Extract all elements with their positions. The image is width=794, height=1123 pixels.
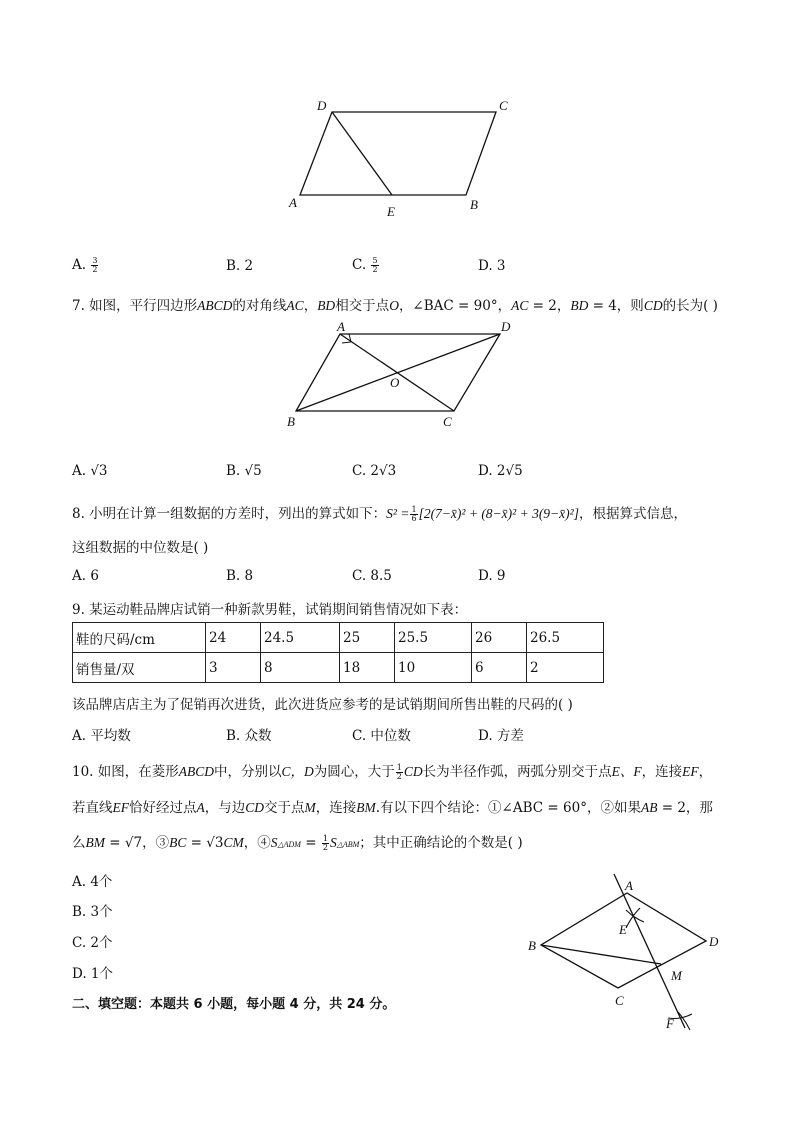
q10-math: A: [196, 800, 205, 815]
q10-text: ；其中正确结论的个数是( ): [359, 835, 523, 851]
table-cell: 24.5: [261, 623, 340, 653]
q7-math: BD: [570, 298, 589, 313]
q10-math: CM: [223, 835, 244, 850]
q7-option-a[interactable]: A. √3: [72, 463, 108, 479]
q7-math: O: [389, 298, 399, 313]
q7-math: BD: [317, 298, 336, 313]
table-cell: 26: [472, 623, 527, 653]
q7-math: ABCD: [197, 298, 233, 313]
q8-text: 8. 小明在计算一组数据的方差时，列出的算式如下：: [72, 506, 387, 522]
q7-stem: [72, 294, 718, 314]
frac-num: 5: [372, 256, 378, 265]
table-cell: 25: [340, 623, 395, 653]
q6-option-c-label: C.: [352, 257, 367, 273]
q10-math: EF: [682, 764, 699, 779]
q9-option-a[interactable]: A. 平均数: [72, 728, 131, 744]
q8-formula-s: S² =: [386, 506, 410, 521]
q7-math: CD: [643, 298, 663, 313]
q10-math: CD: [245, 800, 265, 815]
q10-text: = √3: [186, 835, 224, 851]
table-row: [73, 653, 604, 683]
q6-option-c[interactable]: [352, 257, 380, 274]
table-cell: 25.5: [395, 623, 472, 653]
q6-option-a-fraction: [91, 257, 98, 274]
q10-math: S: [270, 835, 278, 850]
table-cell: 10: [395, 653, 472, 683]
label-c: C: [443, 414, 452, 429]
figure-parallelogram-abcd-e: [280, 92, 520, 222]
q7-text: = 2，: [528, 298, 571, 314]
label-a: A: [625, 878, 633, 893]
q7-option-c[interactable]: C. 2√3: [352, 463, 397, 479]
label-d: D: [709, 934, 719, 949]
q10-text: = 2，那: [657, 800, 713, 816]
q10-math: BC: [169, 835, 187, 850]
q8-text: ，根据算式信息，: [578, 506, 687, 522]
q10-text: ，④: [243, 835, 271, 851]
label-b: B: [287, 414, 295, 429]
label-e: E: [619, 922, 627, 937]
q10-text: ，与边: [204, 800, 246, 816]
label-a: A: [289, 195, 297, 210]
table-row: [73, 623, 604, 653]
label-c: C: [615, 993, 624, 1008]
q10-subscript: △ABM: [336, 840, 360, 849]
table-cell: 26.5: [527, 623, 604, 653]
q7-math: AC: [286, 298, 304, 313]
figure-parallelogram-diagonals: [280, 316, 520, 436]
q10-text: ，: [698, 764, 713, 780]
diagonal-bd: [296, 334, 500, 411]
table-cell: 6: [472, 653, 527, 683]
label-o: O: [390, 375, 400, 390]
q7-text: ，∠BAC = 90°，: [398, 298, 512, 314]
q8-stem-line2: 这组数据的中位数是( ): [72, 540, 209, 556]
q10-option-b[interactable]: B. 3个: [72, 904, 113, 920]
q10-math: EF: [112, 800, 129, 815]
q7-option-d[interactable]: D. 2√5: [478, 463, 523, 479]
q10-text: 中，分别以: [214, 764, 282, 780]
frac-den: 6: [411, 514, 417, 523]
q10-text: 么: [72, 835, 86, 851]
table-cell: 24: [206, 623, 261, 653]
q10-option-a[interactable]: A. 4个: [72, 874, 113, 890]
q7-text: 7. 如图，平行四边形: [72, 298, 198, 314]
frac-num: 1: [322, 834, 328, 843]
frac-den: 2: [322, 843, 328, 852]
q10-fraction: [396, 764, 403, 781]
segment-de: [332, 112, 392, 195]
q10-text: 10. 如图，在菱形: [72, 764, 179, 780]
q10-text: 恰好经过点: [129, 800, 197, 816]
table-cell-header: 鞋的尺码/cm: [73, 623, 206, 653]
frac-den: 2: [396, 772, 402, 781]
q8-option-a[interactable]: A. 6: [72, 568, 99, 584]
q8-option-b[interactable]: B. 8: [226, 568, 254, 584]
q9-stem: 9. 某运动鞋品牌店试销一种新款男鞋，试销期间销售情况如下表：: [72, 602, 468, 618]
q10-text: ，连接: [315, 800, 357, 816]
q7-text: 的长为( ): [662, 298, 718, 314]
q8-option-d[interactable]: D. 9: [478, 568, 506, 584]
frac-num: 1: [411, 505, 417, 514]
q10-text: 为圆心，大于: [313, 764, 395, 780]
q6-option-d[interactable]: D. 3: [478, 258, 506, 274]
q10-fraction: [322, 835, 329, 852]
label-d: D: [501, 319, 511, 334]
label-d: D: [317, 98, 327, 113]
label-c: C: [499, 98, 508, 113]
label-b: B: [528, 938, 536, 953]
label-e: E: [387, 204, 395, 219]
q10-math: M: [304, 800, 316, 815]
q10-math: ABCD: [178, 764, 215, 779]
frac-den: 2: [92, 265, 98, 274]
q10-text: 若直线: [72, 800, 113, 816]
label-f: F: [666, 1016, 674, 1031]
q9-option-b[interactable]: B. 众数: [226, 728, 272, 744]
table-cell: 2: [527, 653, 604, 683]
q10-option-c[interactable]: C. 2个: [72, 935, 113, 951]
q7-text: = 4，则: [588, 298, 644, 314]
q8-fraction: [410, 506, 417, 523]
q10-math: S: [329, 835, 337, 850]
label-a: A: [337, 319, 345, 334]
q6-option-a-label: A.: [72, 257, 87, 273]
q10-text: ，连接: [641, 764, 683, 780]
q10-math: BM: [356, 800, 376, 815]
q6-option-c-fraction: [371, 257, 378, 274]
q7-math: AC: [511, 298, 529, 313]
table-cell-header: 销售量/双: [73, 653, 206, 683]
q8-stem: [72, 502, 687, 523]
label-m: M: [671, 968, 682, 983]
q9-option-d[interactable]: D. 方差: [478, 728, 524, 744]
figure-rhombus-construction: [520, 868, 740, 1038]
q9-option-c[interactable]: C. 中位数: [352, 728, 411, 744]
q7-option-b[interactable]: B. √5: [226, 463, 262, 479]
q10-math: CD: [403, 764, 423, 779]
q8-option-c[interactable]: C. 8.5: [352, 568, 392, 584]
q8-formula-body: [2(7−x̄)² + (8−x̄)² + 3(9−x̄)²]: [418, 506, 579, 521]
q10-text: 长为半径作弧，两弧分别交于点: [422, 764, 612, 780]
q10-math: AB: [640, 800, 658, 815]
line-ef: [614, 874, 685, 1028]
frac-num: 1: [396, 763, 402, 772]
parallelogram-shape: [300, 112, 496, 195]
q10-math: E、F: [611, 764, 642, 779]
q10-text: .有以下四个结论：①∠ABC = 60°，②如果: [375, 800, 641, 816]
q10-stem-line2: [72, 796, 713, 816]
q7-text: ，: [303, 298, 318, 314]
q10-subscript: △ADM: [277, 840, 301, 849]
q6-option-a[interactable]: [72, 257, 99, 274]
q7-text: 相交于点: [335, 298, 390, 314]
table-cell: 8: [261, 653, 340, 683]
label-b: B: [470, 197, 478, 212]
q9-sales-table: [72, 622, 604, 683]
table-cell: 3: [206, 653, 261, 683]
q10-math: BM: [85, 835, 105, 850]
q10-stem-line3: [72, 831, 523, 852]
section-heading-fill-in: 二、填空题：本题共 6 小题，每小题 4 分，共 24 分。: [72, 997, 396, 1012]
q10-text: 交于点: [264, 800, 305, 816]
q10-text: =: [300, 835, 321, 851]
q9-after-text: 该品牌店店主为了促销再次进货，此次进货应参考的是试销期间所售出鞋的尺码的( ): [72, 697, 573, 713]
q10-math: C，D: [281, 764, 314, 779]
frac-num: 3: [92, 256, 98, 265]
frac-den: 2: [372, 265, 378, 274]
q10-text: = √7，③: [105, 835, 170, 851]
q6-option-b[interactable]: B. 2: [226, 258, 254, 274]
q10-stem-line1: [72, 760, 712, 781]
table-cell: 18: [340, 653, 395, 683]
q10-option-d[interactable]: D. 1个: [72, 966, 114, 982]
q7-text: 的对角线: [232, 298, 287, 314]
